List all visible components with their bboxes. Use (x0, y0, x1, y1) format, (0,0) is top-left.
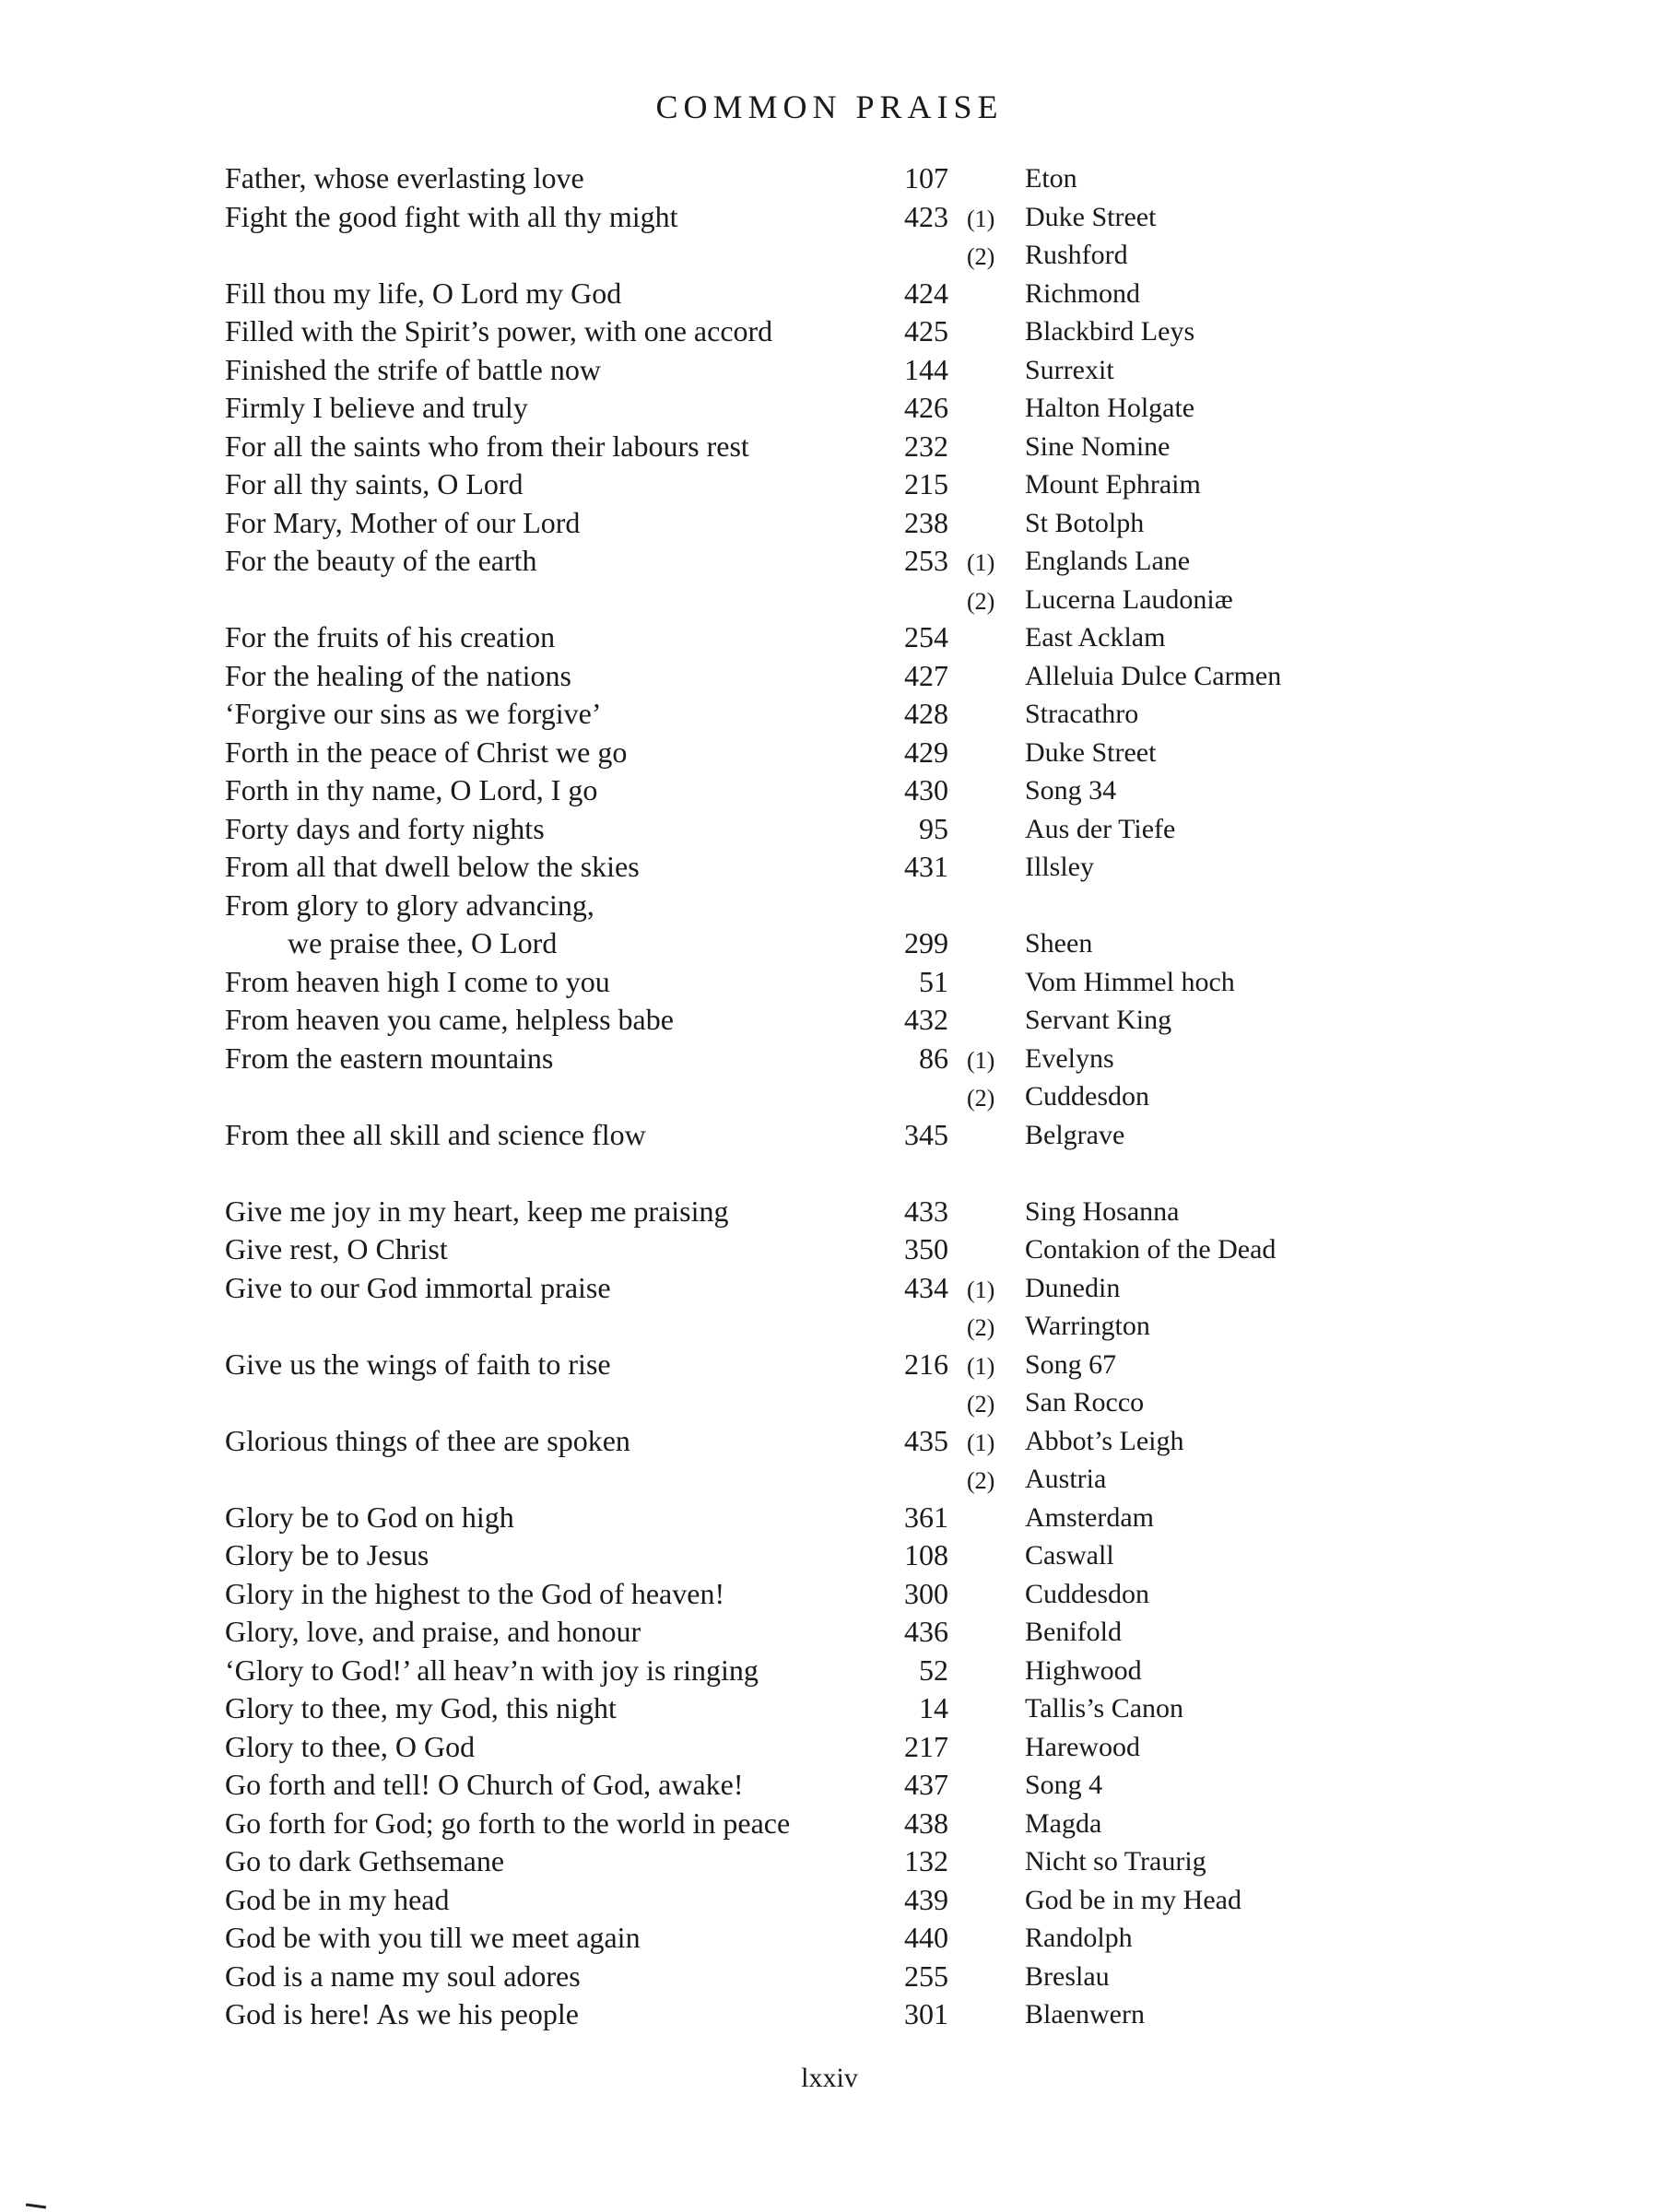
tune-name: Blaenwern (1025, 1999, 1145, 2030)
first-line: Go forth and tell! O Church of God, awake! (225, 1768, 744, 1801)
hymn-number-value: 426 (904, 391, 948, 424)
tune-variant: (2) (967, 1314, 995, 1341)
tune-name: Highwood (1025, 1654, 1142, 1686)
tune-name: Mount Ephraim (1025, 469, 1201, 500)
hymn-number-value: 345 (904, 1117, 948, 1151)
hymn-number-value: 254 (904, 620, 948, 653)
first-line: ‘Forgive our sins as we forgive’ (225, 697, 602, 730)
tune-variant: (1) (967, 549, 995, 576)
first-line: God is a name my soul adores (225, 1959, 581, 1993)
first-line: From heaven high I come to you (225, 964, 610, 998)
tune-name: Warrington (1025, 1311, 1150, 1341)
index-row (225, 1499, 1359, 1537)
hymn-number-value: 438 (904, 1806, 948, 1840)
row-gap (225, 1154, 1359, 1193)
first-line: Forty days and forty nights (225, 811, 545, 845)
index-row (225, 312, 1359, 351)
tune-name: Englands Lane (1025, 546, 1191, 576)
tune-name: Eton (1025, 163, 1077, 194)
index-row (225, 581, 1359, 619)
tune-name: Sheen (1025, 928, 1093, 959)
hymn-number-value: 299 (904, 926, 948, 959)
index-row (225, 1919, 1359, 1958)
index-row (225, 159, 1359, 198)
first-line: God be with you till we meet again (225, 1921, 641, 1954)
hymn-number-value: 428 (904, 697, 948, 730)
tune-name: God be in my Head (1025, 1884, 1241, 1915)
first-line: we praise thee, O Lord (288, 926, 558, 959)
index-row (225, 1766, 1359, 1805)
tune-variant: (1) (967, 1429, 995, 1456)
hymn-number-value: 439 (904, 1882, 948, 1916)
index-row (225, 1652, 1359, 1690)
index-row (225, 924, 1359, 963)
tune-name: Illsley (1025, 852, 1094, 882)
hymn-number-value: 423 (904, 199, 948, 233)
index-row (225, 963, 1359, 1002)
hymn-number-value: 440 (904, 1921, 948, 1954)
index-row (225, 887, 1359, 925)
index-row (225, 1269, 1359, 1308)
tune-name: Lucerna Laudoniæ (1025, 583, 1233, 615)
index-row (225, 1230, 1359, 1269)
margin-mark (26, 2203, 46, 2208)
hymn-number-value: 216 (904, 1347, 948, 1381)
index-row (225, 1077, 1359, 1116)
tune-variant: (1) (967, 205, 995, 232)
index-row (225, 428, 1359, 466)
index-row (225, 695, 1359, 734)
tune-name: Duke Street (1025, 201, 1157, 232)
tune-name: Stracathro (1025, 699, 1139, 729)
hymn-number (898, 887, 1183, 925)
hymn-number-value: 434 (904, 1270, 948, 1304)
first-line: Filled with the Spirit’s power, with one accord (225, 314, 773, 347)
tune-name: Blackbird Leys (1025, 316, 1195, 347)
first-line: For all the saints who from their labours rest (225, 429, 749, 463)
tune-name: Alleluia Dulce Carmen (1025, 660, 1282, 691)
first-line: Father, whose everlasting love (225, 161, 584, 194)
hymn-number-value: 430 (904, 773, 948, 806)
first-line: From thee all skill and science flow (225, 1117, 646, 1151)
tune-name: Sine Nomine (1025, 430, 1171, 462)
index-row (225, 351, 1359, 390)
tune-name: East Acklam (1025, 622, 1166, 653)
hymn-number-value: 132 (904, 1844, 948, 1877)
index-row (225, 1116, 1359, 1155)
index-row (225, 1040, 1359, 1078)
index-row (225, 1728, 1359, 1767)
index-row (225, 1575, 1359, 1614)
first-line: Go forth for God; go forth to the world in peace (225, 1806, 791, 1840)
index-row (225, 1460, 1359, 1499)
tune-name: Caswall (1025, 1540, 1114, 1571)
hymn-number-value: 86 (919, 1041, 948, 1075)
tune-name: Breslau (1025, 1960, 1110, 1992)
hymn-number-value: 52 (919, 1653, 948, 1687)
tune-name: Amsterdam (1025, 1501, 1154, 1533)
index-row (225, 1536, 1359, 1575)
first-line: Give to our God immortal praise (225, 1270, 611, 1304)
index-row (225, 1805, 1359, 1843)
hymn-number-value: 217 (904, 1729, 948, 1763)
index-row (225, 618, 1359, 657)
first-line: God is here! As we his people (225, 1997, 579, 2030)
index-row (225, 1307, 1359, 1346)
hymn-index-list (225, 159, 1359, 2034)
tune-name: Song 34 (1025, 775, 1117, 806)
tune-name: Vom Himmel hoch (1025, 966, 1235, 997)
hymn-number-value: 108 (904, 1538, 948, 1571)
hymn-number-value: 435 (904, 1423, 948, 1457)
first-line: Give us the wings of faith to rise (225, 1347, 611, 1381)
index-row (225, 1193, 1359, 1231)
hymn-number-value: 350 (904, 1232, 948, 1265)
tune-name: Benifold (1025, 1617, 1122, 1647)
hymn-number-value: 361 (904, 1500, 948, 1534)
hymn-number-value: 425 (904, 314, 948, 347)
index-row (225, 1958, 1359, 1996)
hymn-number-value: 144 (904, 352, 948, 386)
index-row (225, 389, 1359, 428)
first-line: Fill thou my life, O Lord my God (225, 276, 622, 310)
running-header: COMMON PRAISE (655, 88, 1004, 125)
index-row (225, 1422, 1359, 1461)
index-row (225, 848, 1359, 887)
first-line: Give me joy in my heart, keep me praising (225, 1194, 729, 1228)
tune-name: San Rocco (1025, 1387, 1145, 1418)
hymn-number-value: 433 (904, 1194, 948, 1228)
first-line: Forth in thy name, O Lord, I go (225, 773, 598, 806)
hymn-number-value: 437 (904, 1768, 948, 1801)
first-line: For the beauty of the earth (225, 544, 537, 577)
hymn-number-value: 51 (919, 964, 948, 998)
tune-variant: (2) (967, 1085, 995, 1112)
tune-name: Halton Holgate (1025, 393, 1195, 423)
tune-variant: (1) (967, 1276, 995, 1303)
tune-name: Evelyns (1025, 1042, 1114, 1074)
tune-variant: (1) (967, 1046, 995, 1074)
hymn-number-value: 424 (904, 276, 948, 310)
tune-variant: (2) (967, 1467, 995, 1494)
tune-variant: (2) (967, 587, 995, 615)
first-line: Glory be to God on high (225, 1500, 514, 1534)
tune-name: Aus der Tiefe (1025, 813, 1176, 844)
index-row (225, 236, 1359, 275)
index-row (225, 771, 1359, 810)
hymn-number-value: 431 (904, 850, 948, 883)
hymn-number-value: 253 (904, 544, 948, 577)
first-line: Glory be to Jesus (225, 1538, 429, 1571)
tune-name: Nicht so Traurig (1025, 1846, 1206, 1877)
tune-name: Duke Street (1025, 736, 1157, 768)
hymn-number-value: 238 (904, 505, 948, 539)
hymn-number-value: 432 (904, 1003, 948, 1036)
hymn-number-value: 107 (904, 161, 948, 194)
first-line: God be in my head (225, 1882, 450, 1916)
tune-name: Servant King (1025, 1005, 1172, 1035)
tune-name: Belgrave (1025, 1119, 1125, 1150)
first-line: Fight the good fight with all thy might (225, 199, 678, 233)
hymn-number-value: 301 (904, 1997, 948, 2030)
index-row (225, 198, 1359, 237)
hymn-number-value: 95 (919, 811, 948, 845)
first-line: Go to dark Gethsemane (225, 1844, 505, 1877)
index-row (225, 1001, 1359, 1040)
index-row (225, 1346, 1359, 1384)
page-number: lxxiv (801, 2063, 858, 2093)
hymn-number-value: 232 (904, 429, 948, 463)
first-line: For the fruits of his creation (225, 620, 556, 653)
first-line: Glory to thee, O God (225, 1729, 476, 1763)
tune-name: St Botolph (1025, 507, 1145, 538)
first-line: Glory, love, and praise, and honour (225, 1615, 641, 1648)
first-line: From all that dwell below the skies (225, 850, 640, 883)
index-row (225, 657, 1359, 696)
index-row (225, 504, 1359, 543)
tune-name: Dunedin (1025, 1272, 1121, 1303)
first-line: Give rest, O Christ (225, 1232, 448, 1265)
first-line: From heaven you came, helpless babe (225, 1003, 674, 1036)
index-row (225, 1842, 1359, 1881)
hymn-number-value: 436 (904, 1615, 948, 1648)
tune-name: Cuddesdon (1025, 1578, 1149, 1609)
index-row (225, 542, 1359, 581)
tune-name: Tallis’s Canon (1025, 1693, 1184, 1724)
first-line: For the healing of the nations (225, 658, 571, 692)
hymn-number-value: 255 (904, 1959, 948, 1993)
first-line: Finished the strife of battle now (225, 352, 601, 386)
first-line: From the eastern mountains (225, 1041, 554, 1075)
index-row (225, 465, 1359, 504)
first-line: Glory to thee, my God, this night (225, 1691, 617, 1724)
hymn-number-value: 14 (919, 1691, 948, 1724)
tune-name: Abbot’s Leigh (1025, 1425, 1184, 1456)
tune-name: Sing Hosanna (1025, 1195, 1180, 1227)
first-line: For Mary, Mother of our Lord (225, 505, 581, 539)
first-line: ‘Glory to God!’ all heav’n with joy is ringing (225, 1653, 759, 1687)
tune-name: Rushford (1025, 240, 1128, 270)
index-row (225, 1881, 1359, 1920)
first-line: For all thy saints, O Lord (225, 467, 524, 500)
hymn-number-value: 429 (904, 735, 948, 769)
index-row (225, 734, 1359, 772)
tune-name: Song 4 (1025, 1770, 1103, 1800)
hymn-number-value: 427 (904, 658, 948, 692)
index-row (225, 810, 1359, 849)
index-row (225, 1383, 1359, 1422)
first-line: Firmly I believe and truly (225, 391, 528, 424)
tune-name: Richmond (1025, 277, 1140, 309)
tune-name: Cuddesdon (1025, 1081, 1149, 1112)
tune-name: Randolph (1025, 1923, 1133, 1953)
index-row (225, 1613, 1359, 1652)
tune-name: Contakion of the Dead (1025, 1234, 1277, 1265)
first-line: Glory in the highest to the God of heaven! (225, 1576, 725, 1610)
first-line: From glory to glory advancing, (225, 888, 594, 922)
index-row (225, 1995, 1359, 2034)
first-line: Glorious things of thee are spoken (225, 1423, 630, 1457)
first-line: Forth in the peace of Christ we go (225, 735, 628, 769)
tune-name: Magda (1025, 1807, 1102, 1839)
tune-name: Song 67 (1025, 1348, 1117, 1380)
index-row (225, 1689, 1359, 1728)
tune-variant: (1) (967, 1352, 995, 1380)
tune-name: Surrexit (1025, 354, 1114, 385)
hymn-number-value: 215 (904, 467, 948, 500)
hymn-number-value: 300 (904, 1576, 948, 1610)
tune-name: Harewood (1025, 1731, 1140, 1762)
tune-variant: (2) (967, 243, 995, 270)
tune-variant: (2) (967, 1391, 995, 1418)
tune-name: Austria (1025, 1464, 1107, 1494)
index-row (225, 275, 1359, 313)
